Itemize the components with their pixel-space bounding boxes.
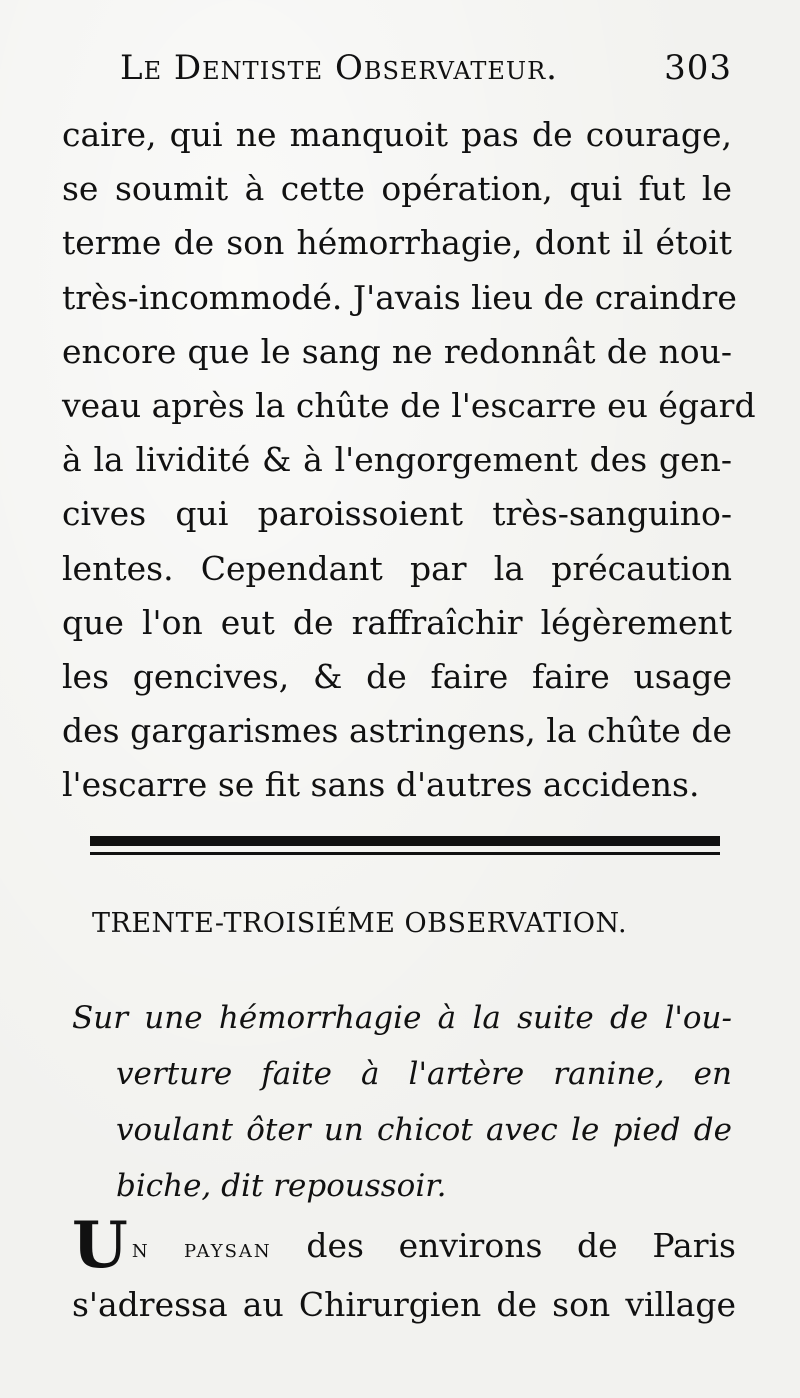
text-line: terme de son hémorrhagie, dont il étoit [62, 223, 732, 263]
summary-line: voulant ôter un chicot avec le pied de [116, 1112, 732, 1148]
section-divider [90, 836, 720, 846]
page-number: 303 [664, 48, 732, 88]
opening-line [72, 1208, 736, 1283]
text-line: très-incommodé. J'avais lieu de craindre [62, 277, 737, 317]
text-line: l'escarre se fit sans d'autres accidens. [62, 765, 700, 805]
text-line: des gargarismes astringens, la chûte de [62, 711, 732, 751]
drop-cap: U [72, 1208, 128, 1283]
text-line: cives qui paroissoient très-sanguino- [62, 494, 732, 534]
opening-smallcaps: n paysan [131, 1234, 272, 1264]
opening-line: s'adressa au Chirurgien de son village [72, 1285, 736, 1324]
body-paragraph [62, 108, 756, 813]
section-divider-thin [90, 852, 720, 855]
opening-paragraph [72, 1208, 736, 1333]
text-line: se soumit à cette opération, qui fut le [62, 169, 732, 209]
text-line: les gencives, & de faire faire usage [62, 657, 732, 697]
summary-line: biche, dit repoussoir. [116, 1168, 447, 1204]
observation-summary [72, 990, 732, 1214]
section-heading: TRENTE-TROISIÉME OBSERVATION. [92, 908, 628, 939]
summary-line: Sur une hémorrhagie à la suite de l'ou- [72, 1000, 732, 1036]
text-line: caire, qui ne manquoit pas de courage, [62, 115, 732, 154]
text-line: à la lividité & à l'engorgement des gen- [62, 440, 732, 480]
opening-line-rest: des environs de Paris [271, 1226, 736, 1265]
text-line: encore que le sang ne redonnât de nou- [62, 331, 732, 371]
text-line: lentes. Cependant par la précaution [62, 548, 732, 588]
text-line: veau après la chûte de l'escarre eu égard [62, 386, 756, 426]
running-header [120, 48, 732, 88]
running-title: Le Dentiste Observateur. [120, 48, 558, 88]
summary-line: verture faite à l'artère ranine, en [116, 1056, 732, 1092]
text-line: que l'on eut de raffraîchir légèrement [62, 602, 732, 642]
